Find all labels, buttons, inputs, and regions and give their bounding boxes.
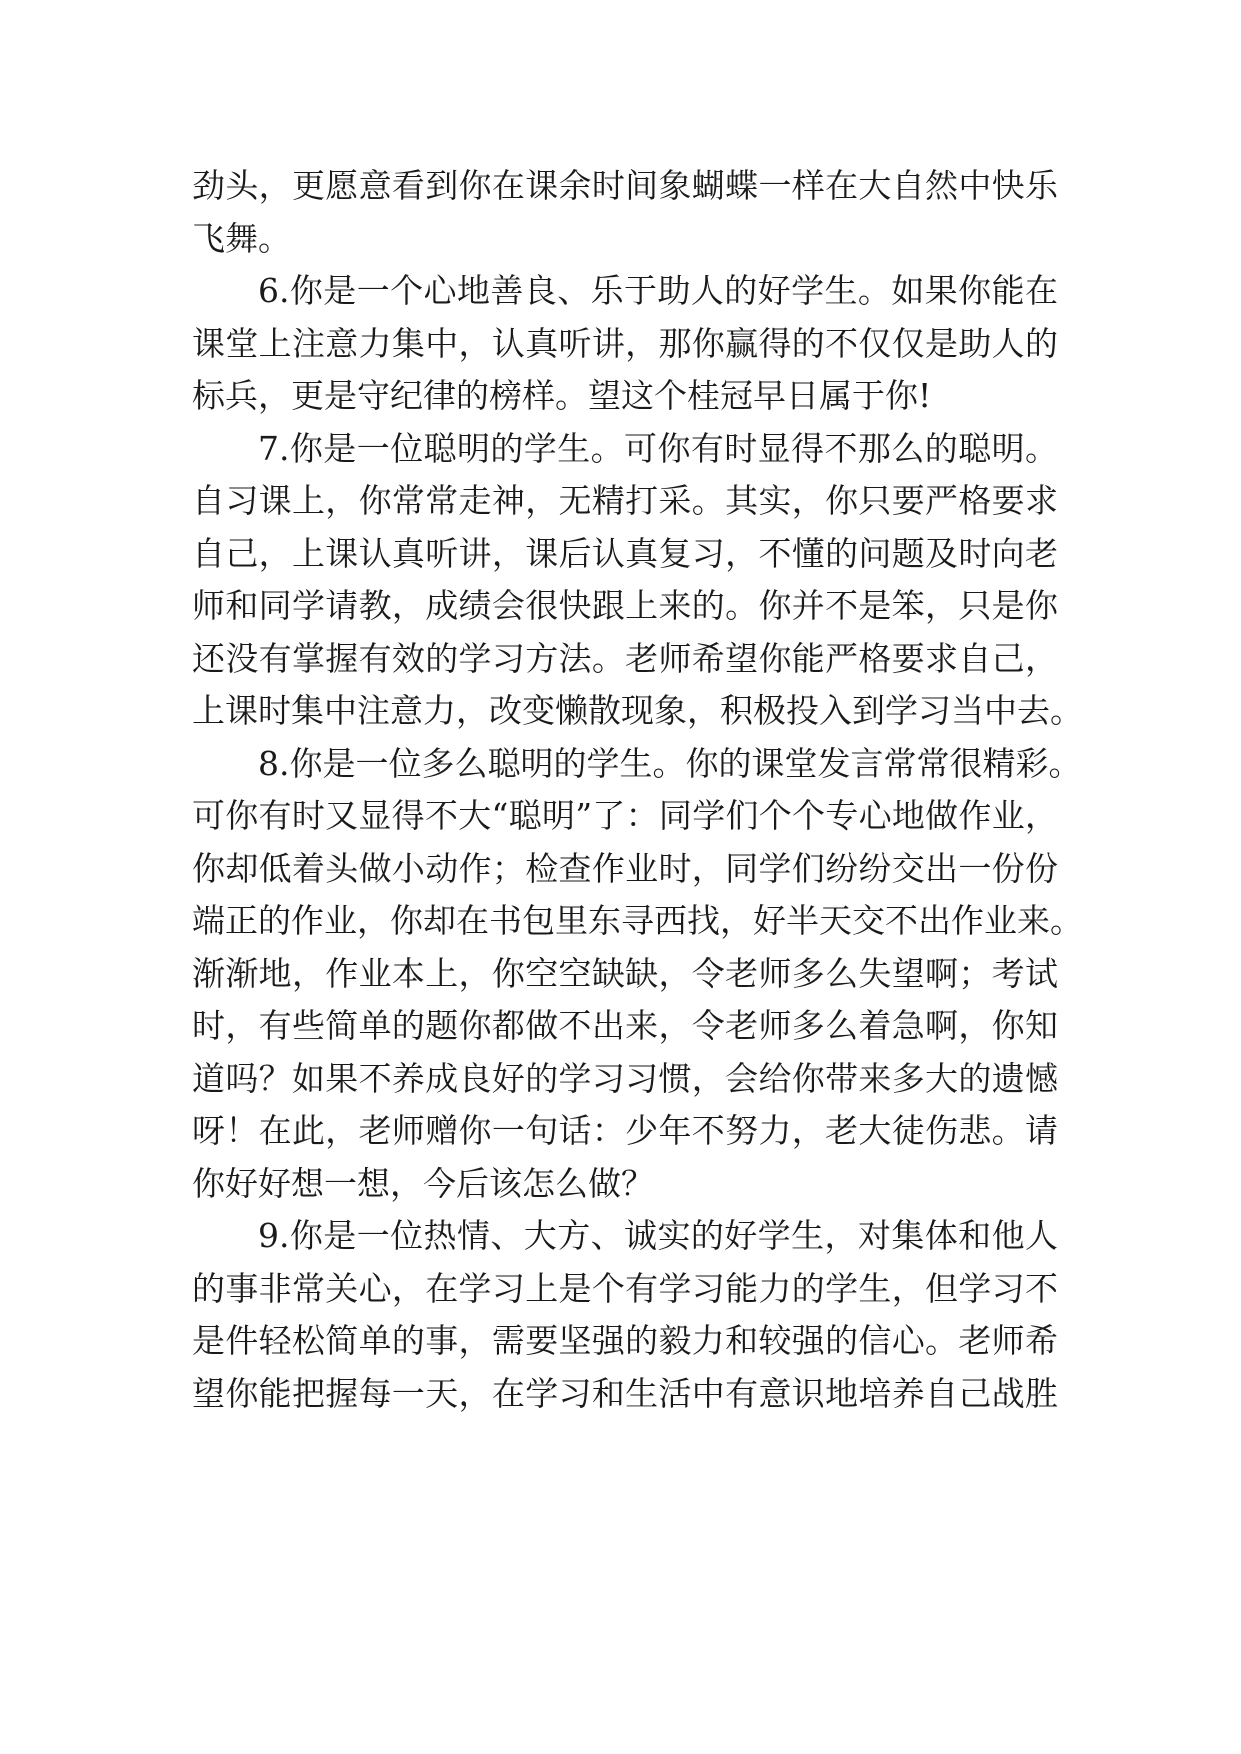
text-line: 呀！在此，老师赠你一句话：少年不努力，老大徒伤悲。请 xyxy=(192,1111,1058,1150)
text-line: 道吗？如果不养成良好的学习习惯，会给你带来多大的遗憾 xyxy=(192,1058,1058,1098)
text-line: 师和同学请教，成绩会很快跟上来的。你并不是笨，只是你 xyxy=(192,586,1058,625)
text-line: 飞舞。 xyxy=(192,218,291,258)
paragraph-start-7: 7.你是一位聪明的学生。可你有时显得不那么的聪明。 xyxy=(258,428,1058,468)
text-line: 渐渐地，作业本上，你空空缺缺，令老师多么失望啊；考试 xyxy=(192,953,1058,993)
text-line: 是件轻松简单的事，需要坚强的毅力和较强的信心。老师希 xyxy=(192,1321,1058,1360)
text-line: 课堂上注意力集中，认真听讲，那你赢得的不仅仅是助人的 xyxy=(192,323,1058,363)
text-line: 你好好想一想，今后该怎么做？ xyxy=(192,1163,654,1203)
paragraph-start-8: 8.你是一位多么聪明的学生。你的课堂发言常常很精彩。 xyxy=(258,743,1082,783)
text-line: 自己，上课认真听讲，课后认真复习，不懂的问题及时向老 xyxy=(192,533,1058,573)
paragraph-start-6: 6.你是一个心地善良、乐于助人的好学生。如果你能在 xyxy=(258,271,1058,310)
text-line: 还没有掌握有效的学习方法。老师希望你能严格要求自己， xyxy=(192,638,1058,678)
text-line: 你却低着头做小动作；检查作业时，同学们纷纷交出一份份 xyxy=(192,848,1058,888)
text-line: 劲头，更愿意看到你在课余时间象蝴蝶一样在大自然中快乐 xyxy=(192,166,1058,205)
text-line: 时，有些简单的题你都做不出来，令老师多么着急啊，你知 xyxy=(192,1006,1058,1045)
text-line: 自习课上，你常常走神，无精打采。其实，你只要严格要求 xyxy=(192,481,1058,520)
text-line: 的事非常关心，在学习上是个有学习能力的学生，但学习不 xyxy=(192,1268,1058,1308)
text-line: 望你能把握每一天，在学习和生活中有意识地培养自己战胜 xyxy=(192,1373,1058,1413)
body-text xyxy=(192,160,1083,1420)
text-line: 标兵，更是守纪律的榜样。望这个桂冠早日属于你! xyxy=(192,376,932,415)
text-line: 上课时集中注意力，改变懒散现象，积极投入到学习当中去。 xyxy=(192,691,1083,730)
paragraph-start-9: 9.你是一位热情、大方、诚实的好学生，对集体和他人 xyxy=(258,1216,1058,1255)
text-line: 可你有时又显得不大“聪明”了：同学们个个专心地做作业， xyxy=(192,796,1058,835)
text-line: 端正的作业，你却在书包里东寻西找，好半天交不出作业来。 xyxy=(192,901,1083,940)
